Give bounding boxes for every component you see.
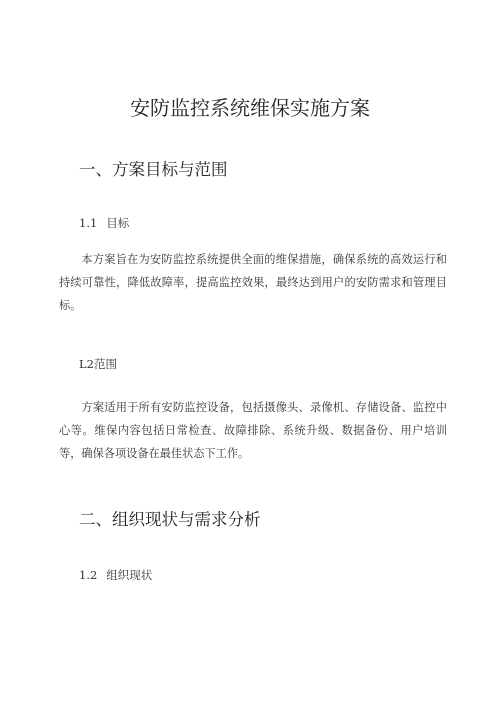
document-title: 安防监控系统维保实施方案	[130, 96, 370, 120]
subsection-number: 1.1	[79, 216, 98, 230]
subsection-number: 1.2	[79, 568, 98, 582]
section-heading-1: 一、方案目标与范围	[79, 160, 228, 179]
subsection-title: 目标	[106, 216, 130, 230]
paragraph-goal: 本方案旨在为安防监控系统提供全面的维保措施，确保系统的高效运行和持续可靠性，降低故障率，提高监控效果，最终达到用户的安防需求和管理目标。	[59, 253, 447, 312]
subsection-title: L2范围	[79, 357, 117, 371]
paragraph-scope: 方案适用于所有安防监控设备，包括摄像头、录像机、存储设备、监控中心等。维保内容包括日常检查、故障排除、系统升级、数据备份、用户培训等，确保各项设备在最佳状态下工作。	[59, 401, 447, 460]
subsection-title: 组织现状	[106, 568, 153, 582]
subsection-heading-1-2	[79, 356, 117, 372]
section-heading-2: 二、组织现状与需求分析	[79, 510, 261, 529]
subsection-heading-2-1	[79, 567, 152, 583]
subsection-heading-1-1	[79, 215, 129, 231]
